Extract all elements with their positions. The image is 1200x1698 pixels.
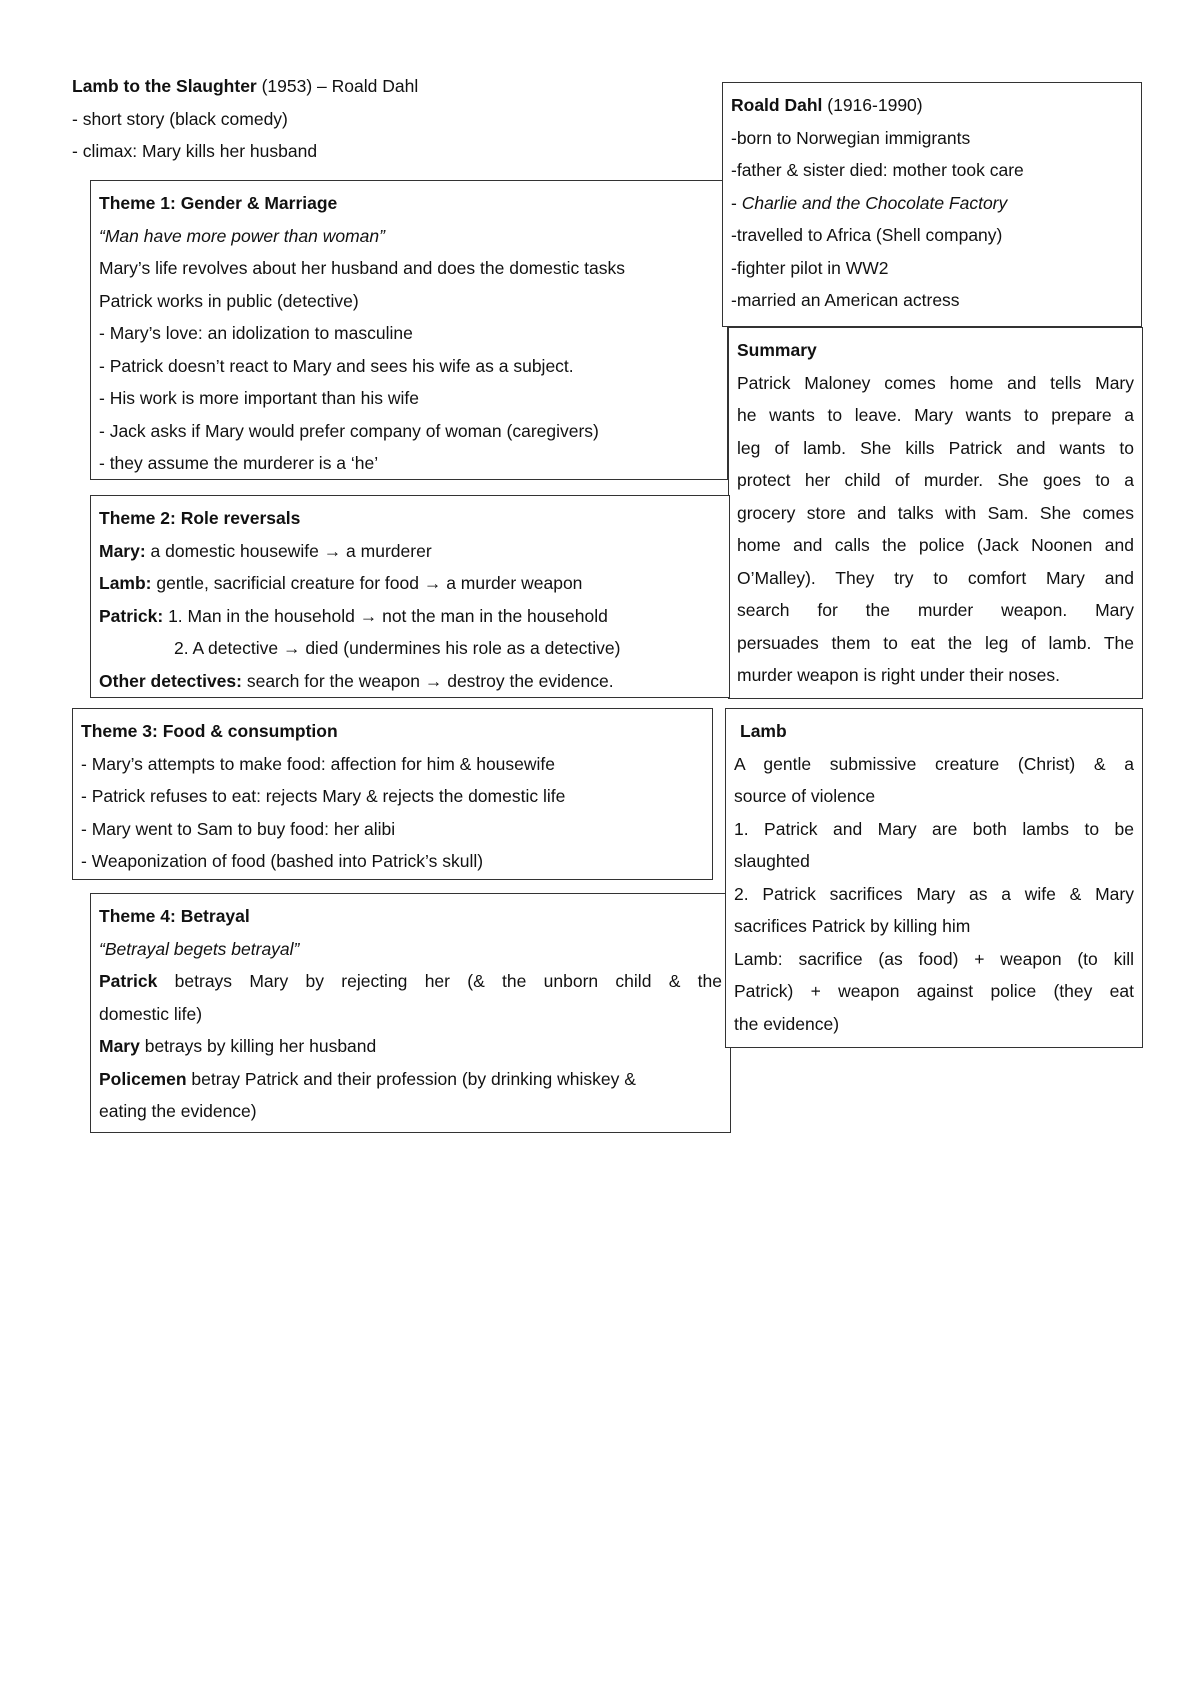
theme4-box <box>90 893 731 1133</box>
theme1-quote-text: “Man have more power than woman” <box>99 225 385 246</box>
theme2-other-text: search for the weapon → destroy the evidence. <box>241 670 614 691</box>
theme2-lamb-text: gentle, sacrificial creature for food → a murder weapon <box>151 573 583 593</box>
theme4-mary-label: Mary <box>99 1036 140 1056</box>
summary-line: murder weapon is right under their noses. <box>737 665 1060 685</box>
author-years: (1916-1990) <box>822 95 923 115</box>
theme1-box <box>90 180 728 480</box>
theme2-title <box>99 502 721 535</box>
lamb-title-text: Lamb <box>740 721 787 741</box>
document-header <box>72 70 632 168</box>
theme4-mary-text: betrays by killing her husband <box>139 1036 377 1056</box>
theme3-title-text: Theme 3: Food & consumption <box>81 721 338 741</box>
theme4-patrick-line2: domestic life) <box>99 1003 203 1024</box>
lamb-line: 1. Patrick and Mary are both lambs to be <box>734 818 1134 839</box>
theme2-lamb-label: Lamb: <box>99 573 152 593</box>
theme1-line: Patrick works in public (detective) <box>99 290 359 311</box>
story-title: Lamb to the Slaughter <box>72 76 257 96</box>
header-line: - short story (black comedy) <box>72 108 288 129</box>
theme3-line: - Weaponization of food (bashed into Patrick’s skull) <box>81 851 484 871</box>
author-heading <box>731 89 1133 122</box>
lamb-line: sacrifices Patrick by killing him <box>734 916 971 936</box>
theme4-quote-text: “Betrayal begets betrayal” <box>99 938 300 959</box>
theme2-title-text: Theme 2: Role reversals <box>99 508 301 528</box>
theme4-title <box>99 900 722 933</box>
summary-line: Patrick Maloney comes home and tells Mary <box>737 372 1134 393</box>
theme1-line: - His work is more important than his wife <box>99 388 419 408</box>
theme4-police-line2: eating the evidence) <box>99 1101 257 1121</box>
author-fact: -father & sister died: mother took care <box>731 160 1024 180</box>
theme2-patrick-label: Patrick: <box>99 605 164 626</box>
theme4-quote <box>99 933 722 966</box>
theme4-patrick-text: betrays Mary by rejecting her (& the unborn child & the <box>157 971 722 991</box>
story-year-author: (1953) – Roald Dahl <box>256 76 419 96</box>
lamb-line: A gentle submissive creature (Christ) & a <box>734 753 1134 774</box>
theme1-line: - they assume the murderer is a ‘he’ <box>99 453 379 473</box>
summary-title <box>737 334 1134 367</box>
lamb-line: the evidence) <box>734 1013 840 1034</box>
author-book-title: Charlie and the Chocolate Factory <box>741 192 1008 213</box>
summary-line: persuades them to eat the leg of lamb. The <box>737 632 1134 653</box>
author-fact: -travelled to Africa (Shell company) <box>731 225 1003 245</box>
theme2-mary-text: a domestic housewife → a murderer <box>145 540 432 561</box>
theme3-line: - Mary’s attempts to make food: affection for him & housewife <box>81 753 556 774</box>
author-fact: -fighter pilot in WW2 <box>731 257 889 278</box>
theme2-lamb-line <box>99 567 721 600</box>
lamb-title <box>734 715 1134 748</box>
header-line: - climax: Mary kills her husband <box>72 141 318 161</box>
summary-line: home and calls the police (Jack Noonen and <box>737 535 1134 555</box>
theme4-title-text: Theme 4: Betrayal <box>99 906 250 926</box>
author-fact <box>731 187 1133 220</box>
theme4-patrick-line <box>99 965 722 998</box>
author-box <box>722 82 1142 327</box>
theme4-police-line <box>99 1063 722 1096</box>
theme3-line: - Mary went to Sam to buy food: her alibi <box>81 818 396 839</box>
theme2-patrick-line <box>99 600 721 633</box>
header-title-line <box>72 70 632 103</box>
lamb-box <box>725 708 1143 1048</box>
theme1-title-text: Theme 1: Gender & Marriage <box>99 193 338 213</box>
theme2-patrick-text: 1. Man in the household → not the man in the household <box>163 605 608 626</box>
theme2-other-label: Other detectives: <box>99 670 242 691</box>
theme2-patrick-line2: 2. A detective → died (undermines his role as a detective) <box>174 638 621 658</box>
theme3-line: - Patrick refuses to eat: rejects Mary & rejects the domestic life <box>81 786 566 806</box>
theme2-mary-label: Mary: <box>99 540 146 561</box>
theme1-line: - Mary’s love: an idolization to masculine <box>99 323 413 343</box>
summary-box <box>728 327 1143 699</box>
theme2-box <box>90 495 730 698</box>
author-fact: -married an American actress <box>731 290 960 310</box>
theme1-quote <box>99 220 719 253</box>
theme4-patrick-label: Patrick <box>99 971 158 991</box>
theme1-line: - Jack asks if Mary would prefer company of woman (caregivers) <box>99 420 599 441</box>
lamb-line: Lamb: sacrifice (as food) + weapon (to kill <box>734 948 1134 969</box>
summary-line: he wants to leave. Mary wants to prepare a <box>737 405 1134 425</box>
theme1-line: - Patrick doesn’t react to Mary and sees his wife as a subject. <box>99 355 574 376</box>
lamb-line: 2. Patrick sacrifices Mary as a wife & Mary <box>734 883 1134 904</box>
theme1-line: Mary’s life revolves about her husband and does the domestic tasks <box>99 258 625 278</box>
theme4-police-text: betray Patrick and their profession (by drinking whiskey & <box>186 1068 636 1089</box>
theme4-police-label: Policemen <box>99 1068 187 1089</box>
lamb-line: slaughted <box>734 851 810 871</box>
theme3-box <box>72 708 713 880</box>
lamb-line: Patrick) + weapon against police (they eat <box>734 981 1134 1001</box>
lamb-line: source of violence <box>734 786 876 806</box>
summary-line: leg of lamb. She kills Patrick and wants to <box>737 437 1134 458</box>
theme2-mary-line <box>99 535 721 568</box>
author-fact-prefix: - <box>731 192 742 213</box>
theme3-title <box>81 715 704 748</box>
summary-line: O’Malley). They try to comfort Mary and <box>737 567 1134 588</box>
theme2-other-line <box>99 665 721 698</box>
summary-line: protect her child of murder. She goes to a <box>737 470 1134 490</box>
summary-line: grocery store and talks with Sam. She comes <box>737 502 1134 523</box>
summary-line: search for the murder weapon. Mary <box>737 600 1134 620</box>
theme1-title <box>99 187 719 220</box>
theme4-mary-line <box>99 1030 722 1063</box>
summary-title-text: Summary <box>737 340 817 360</box>
author-fact: -born to Norwegian immigrants <box>731 127 971 148</box>
author-name: Roald Dahl <box>731 95 823 115</box>
